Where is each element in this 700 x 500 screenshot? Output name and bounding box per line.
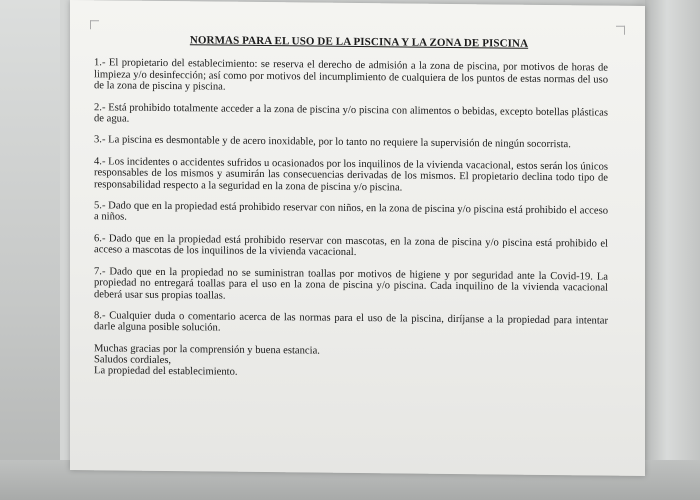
document-page (94, 34, 608, 382)
closing-thanks: Muchas gracias por la comprensión y buena estancia. (94, 342, 320, 357)
document-title: NORMAS PARA EL USO DE LA PISCINA Y LA ZONA DE PISCINA (189, 34, 529, 50)
rule-4: 4.- Los incidentes o accidentes sufridos u ocasionados por los inquilinos de la vivienda vacacional, estos serán los únicos responsables de los mismos y asumirán las consecuencias derivadas de los mismos. El propietario declina todo tipo de responsabilidad respecto a la seguridad en la zona de piscina y/o piscina. (94, 156, 608, 194)
page-corner-mark (90, 20, 99, 29)
closing-greeting: Saludos cordiales, (94, 354, 172, 366)
rule-6: 6.- Dado que en la propiedad está prohibido reservar con mascotas, en la zona de piscina y/o piscina está prohibido el acceso a mascotas de los inquilinos de la vivienda vacacional. (94, 233, 608, 259)
desk-surface (0, 0, 60, 500)
monitor-bezel (645, 0, 700, 500)
page-corner-mark (616, 26, 625, 35)
monitor-screen (70, 0, 645, 476)
rule-2: 2.- Está prohibido totalmente acceder a la zona de piscina y/o piscina con alimentos o bebidas, excepto botellas plásticas de agua. (94, 101, 608, 125)
rule-3: 3.- La piscina es desmontable y de acero inoxidable, por lo tanto no requiere la supervisión de ningún socorrista. (94, 134, 571, 151)
rule-8: 8.- Cualquier duda o comentario acerca de las normas para el uso de la piscina, diríjanse a la propiedad para intentar darle alguna posible solución. (94, 310, 608, 334)
rule-5: 5.- Dado que en la propiedad está prohibido reservar con niños, en la zona de piscina y/o piscina está prohibido el acceso a niños. (94, 200, 608, 224)
rule-1: 1.- El propietario del establecimiento: se reserva el derecho de admisión a la zona de piscina, por motivos de horas de limpieza y/o desinfección; así como por motivos del incumplimiento de cualquiera de los puntos de estas normas del uso de la zona de piscina y piscina. (94, 57, 608, 93)
closing-signature: La propiedad del establecimiento. (94, 365, 238, 378)
rule-7: 7.- Dado que en la propiedad no se suministran toallas por motivos de higiene y por seguridad ante la Covid-19. La propiedad no entregará toallas para el uso en la zona de piscina y/o piscina. Cada inquilino de la vivienda vacacional deberá usar sus propias toallas. (94, 265, 608, 302)
